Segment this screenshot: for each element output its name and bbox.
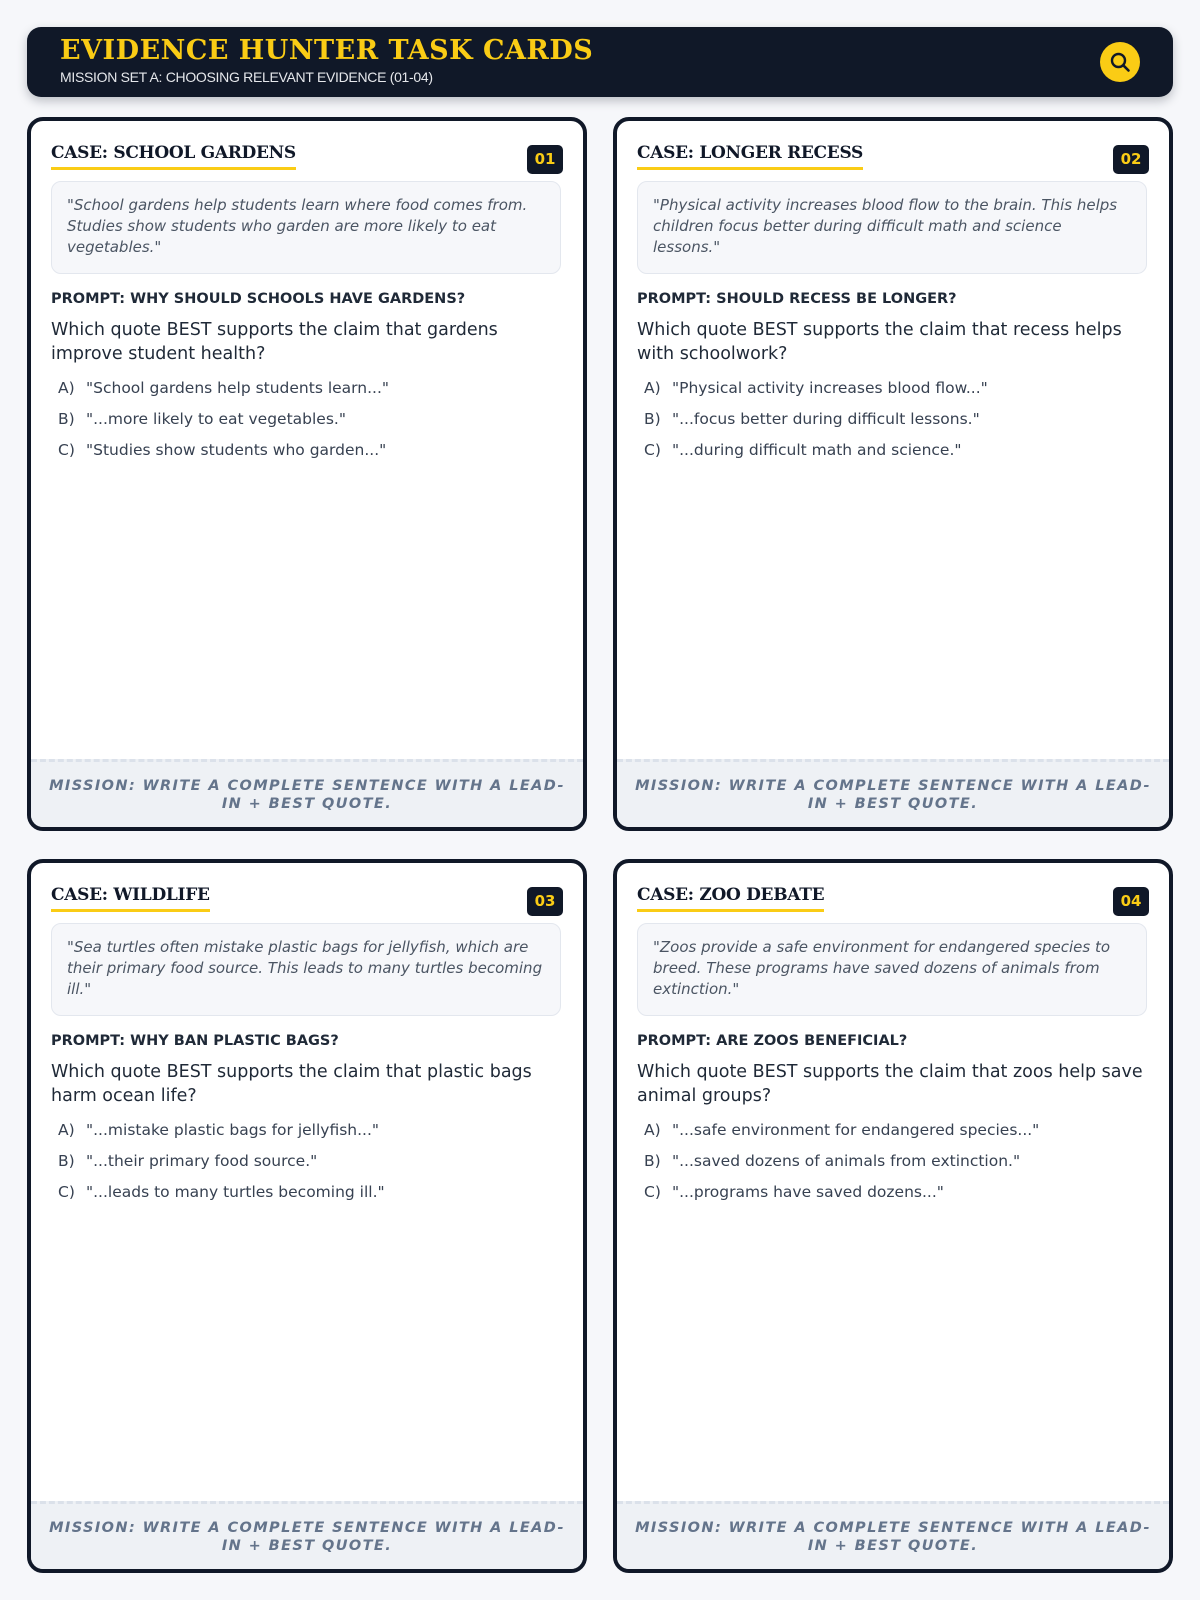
answer-option-c[interactable] (58, 1183, 385, 1214)
answer-option-c[interactable] (644, 441, 988, 472)
question-text: Which quote BEST supports the claim that plastic bags harm ocean life? (51, 1062, 532, 1106)
answer-option-a[interactable] (58, 379, 389, 410)
mission-footer: MISSION: WRITE A COMPLETE SENTENCE WITH A LEAD-IN + BEST QUOTE. (617, 759, 1169, 827)
prompt-text: PROMPT: WHY SHOULD SCHOOLS HAVE GARDENS? (51, 291, 466, 307)
option-letter: B) (644, 410, 661, 428)
case-number-badge: 01 (527, 145, 563, 174)
answer-option-b[interactable] (644, 1152, 1039, 1183)
option-text: "...mistake plastic bags for jellyfish..." (86, 1121, 380, 1139)
answer-option-a[interactable] (58, 1121, 385, 1152)
case-title: CASE: ZOO DEBATE (637, 885, 824, 912)
task-card-03 (27, 859, 587, 1573)
task-card-04 (613, 859, 1173, 1573)
answer-option-b[interactable] (644, 410, 988, 441)
option-letter: A) (644, 379, 661, 397)
page-title: EVIDENCE HUNTER TASK CARDS (60, 35, 594, 66)
evidence-passage: "Sea turtles often mistake plastic bags for jellyfish, which are their primary food source. This leads to many turtles becoming ill." (51, 923, 561, 1016)
option-letter: B) (644, 1152, 661, 1170)
case-title: CASE: SCHOOL GARDENS (51, 143, 296, 170)
option-letter: C) (58, 441, 75, 459)
option-letter: C) (644, 1183, 661, 1201)
header-bar (27, 27, 1173, 97)
prompt-text: PROMPT: SHOULD RECESS BE LONGER? (637, 291, 957, 307)
answer-option-a[interactable] (644, 1121, 1039, 1152)
option-text: "...focus better during difficult lessons." (672, 410, 980, 428)
case-title: CASE: WILDLIFE (51, 885, 210, 912)
option-letter: A) (58, 1121, 75, 1139)
page-subtitle: MISSION SET A: CHOOSING RELEVANT EVIDENCE (01-04) (60, 69, 433, 85)
answer-option-b[interactable] (58, 410, 389, 441)
option-letter: A) (644, 1121, 661, 1139)
option-text: "Studies show students who garden..." (86, 441, 387, 459)
option-letter: A) (58, 379, 75, 397)
evidence-passage: "Zoos provide a safe environment for endangered species to breed. These programs have saved dozens of animals from extinction." (637, 923, 1147, 1016)
option-text: "...during difficult math and science." (672, 441, 962, 459)
question-text: Which quote BEST supports the claim that gardens improve student health? (51, 320, 498, 364)
option-text: "...leads to many turtles becoming ill." (86, 1183, 385, 1201)
mission-footer: MISSION: WRITE A COMPLETE SENTENCE WITH A LEAD-IN + BEST QUOTE. (617, 1501, 1169, 1569)
answer-option-c[interactable] (644, 1183, 1039, 1214)
task-card-01 (27, 117, 587, 831)
case-number-badge: 04 (1113, 887, 1149, 916)
mission-footer: MISSION: WRITE A COMPLETE SENTENCE WITH A LEAD-IN + BEST QUOTE. (31, 1501, 583, 1569)
case-number-badge: 02 (1113, 145, 1149, 174)
prompt-text: PROMPT: ARE ZOOS BENEFICIAL? (637, 1033, 908, 1049)
case-number-badge: 03 (527, 887, 563, 916)
question-text: Which quote BEST supports the claim that zoos help save animal groups? (637, 1062, 1143, 1106)
search-button[interactable] (1100, 42, 1140, 82)
answer-options (644, 379, 988, 472)
option-text: "Physical activity increases blood flow..." (672, 379, 988, 397)
option-text: "...saved dozens of animals from extinction." (672, 1152, 1021, 1170)
case-title: CASE: LONGER RECESS (637, 143, 863, 170)
evidence-passage: "Physical activity increases blood flow to the brain. This helps children focus better during difficult math and science lessons." (637, 181, 1147, 274)
option-letter: B) (58, 1152, 75, 1170)
option-text: "...safe environment for endangered species..." (672, 1121, 1040, 1139)
option-letter: C) (58, 1183, 75, 1201)
answer-options (58, 1121, 385, 1214)
answer-options (644, 1121, 1039, 1214)
mission-footer: MISSION: WRITE A COMPLETE SENTENCE WITH A LEAD-IN + BEST QUOTE. (31, 759, 583, 827)
option-text: "...their primary food source." (86, 1152, 318, 1170)
answer-options (58, 379, 389, 472)
option-letter: C) (644, 441, 661, 459)
option-letter: B) (58, 410, 75, 428)
option-text: "...programs have saved dozens..." (672, 1183, 944, 1201)
answer-option-c[interactable] (58, 441, 389, 472)
evidence-passage: "School gardens help students learn where food comes from. Studies show students who garden are more likely to eat vegetables." (51, 181, 561, 274)
task-card-02 (613, 117, 1173, 831)
answer-option-a[interactable] (644, 379, 988, 410)
search-icon (1108, 50, 1132, 74)
answer-option-b[interactable] (58, 1152, 385, 1183)
question-text: Which quote BEST supports the claim that recess helps with schoolwork? (637, 320, 1122, 364)
option-text: "...more likely to eat vegetables." (86, 410, 346, 428)
prompt-text: PROMPT: WHY BAN PLASTIC BAGS? (51, 1033, 339, 1049)
option-text: "School gardens help students learn..." (86, 379, 390, 397)
